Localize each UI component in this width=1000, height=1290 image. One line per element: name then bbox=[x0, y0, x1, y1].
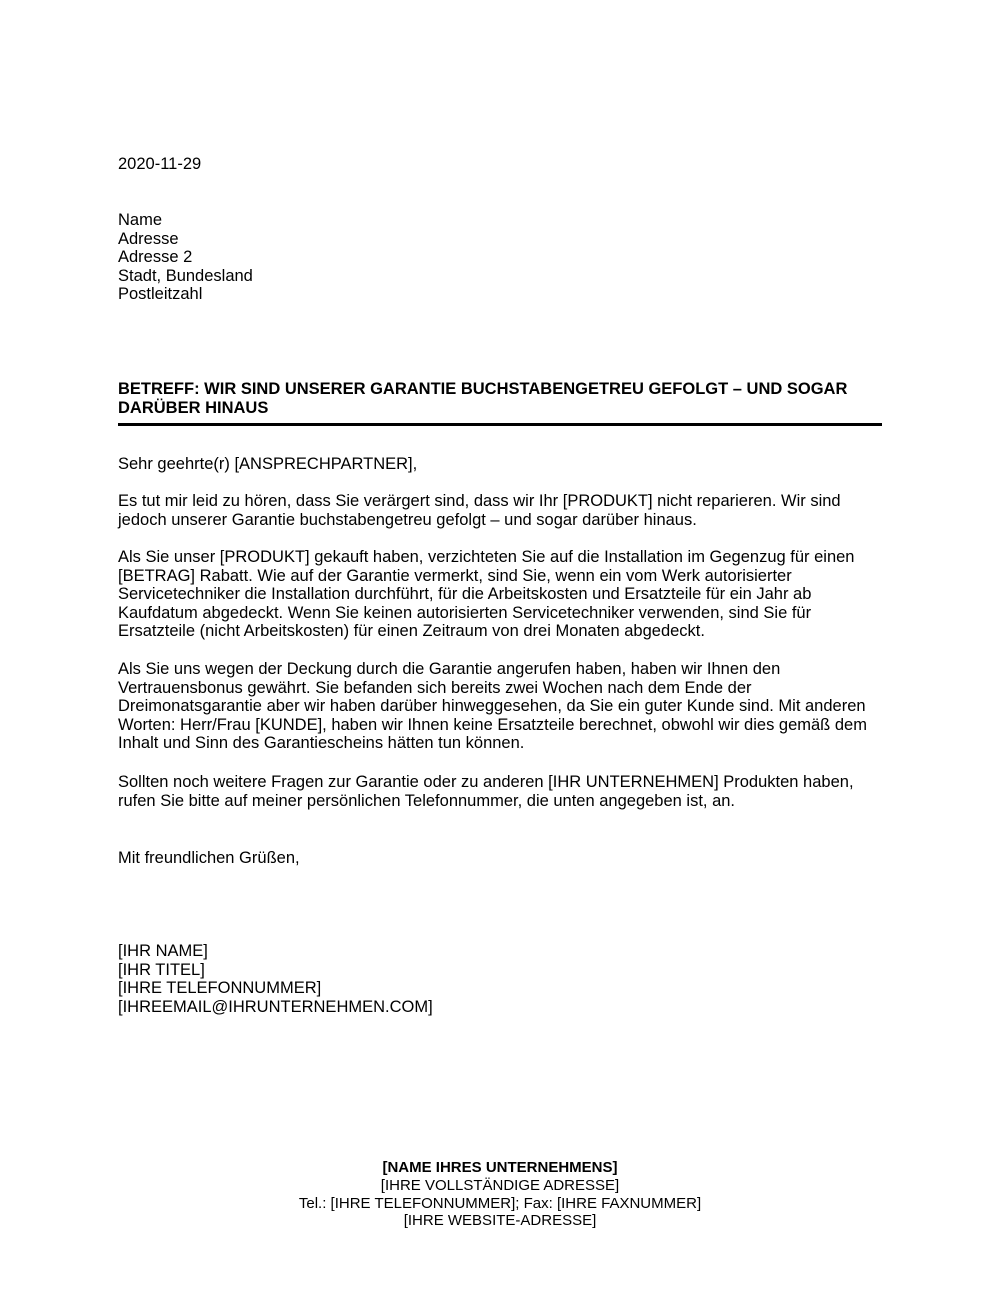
footer-contact: Tel.: [IHRE TELEFONNUMMER]; Fax: [IHRE FAXNUMMER] bbox=[298, 1194, 702, 1212]
signature-block bbox=[118, 942, 433, 1016]
body-paragraph-1: Es tut mir leid zu hören, dass Sie verärgert sind, dass wir Ihr [PRODUKT] nicht reparieren. Wir sind jedoch unserer Garantie buchstabengetreu gefolgt – und sogar darüber hinaus. bbox=[118, 492, 841, 529]
footer-address: [IHRE VOLLSTÄNDIGE ADRESSE] bbox=[380, 1176, 620, 1194]
signature-name: [IHR NAME] bbox=[118, 942, 208, 960]
body-paragraph-2: Als Sie unser [PRODUKT] gekauft haben, verzichteten Sie auf die Installation im Gegenzug für einen [BETRAG] Rabatt. Wie auf der Garantie vermerkt, sind Sie, wenn ein vom Werk autorisierter Servicetechniker die Installation durchführt, für die Arbeitskosten und Ersatzteile für ein Jahr ab Kaufdatum abgedeckt. Wenn Sie keinen autorisierten Servicetechniker verwenden, sind Sie für Ersatzteile (nicht Arbeitskosten) für einen Zeitraum von drei Monaten abgedeckt. bbox=[118, 548, 855, 641]
footer-website: [IHRE WEBSITE-ADRESSE] bbox=[403, 1212, 597, 1230]
letter-footer bbox=[0, 1159, 1000, 1230]
signature-email: [IHREEMAIL@IHRUNTERNEHMEN.COM] bbox=[118, 997, 433, 1016]
recipient-address-line-2: Adresse 2 bbox=[118, 248, 193, 267]
footer-company-name: [NAME IHRES UNTERNEHMENS] bbox=[382, 1159, 618, 1176]
body-paragraph-4: Sollten noch weitere Fragen zur Garantie oder zu anderen [IHR UNTERNEHMEN] Produkten haben, rufen Sie bitte auf meiner persönlichen Telefonnummer, die unten angegeben ist, an. bbox=[118, 773, 854, 810]
signature-title: [IHR TITEL] bbox=[118, 960, 205, 979]
salutation: Sehr geehrte(r) [ANSPRECHPARTNER], bbox=[118, 455, 418, 473]
recipient-city-state: Stadt, Bundesland bbox=[118, 266, 253, 285]
subject-divider bbox=[118, 423, 882, 426]
closing: Mit freundlichen Grüßen, bbox=[118, 849, 300, 867]
recipient-name: Name bbox=[118, 211, 163, 229]
body-paragraph-3: Als Sie uns wegen der Deckung durch die Garantie angerufen haben, haben wir Ihnen den Vertrauensbonus gewährt. Sie befanden sich bereits zwei Wochen nach dem Ende der Dreimonatsgarantie aber wir haben darüber hinweggesehen, da Sie ein guter Kunde sind. Mit anderen Worten: Herr/Frau [KUNDE], haben wir Ihnen keine Ersatzteile berechnet, obwohl wir dies gemäß dem Inhalt und Sinn des Garantiescheins hätten tun können. bbox=[118, 660, 867, 753]
letter-date: 2020-11-29 bbox=[118, 155, 202, 173]
recipient-postal-code: Postleitzahl bbox=[118, 285, 203, 304]
recipient-address-line-1: Adresse bbox=[118, 229, 179, 248]
signature-phone: [IHRE TELEFONNUMMER] bbox=[118, 979, 322, 998]
recipient-address bbox=[118, 211, 253, 304]
subject-line: BETREFF: WIR SIND UNSERER GARANTIE BUCHSTABENGETREU GEFOLGT – UND SOGAR DARÜBER HINAUS bbox=[118, 380, 848, 417]
